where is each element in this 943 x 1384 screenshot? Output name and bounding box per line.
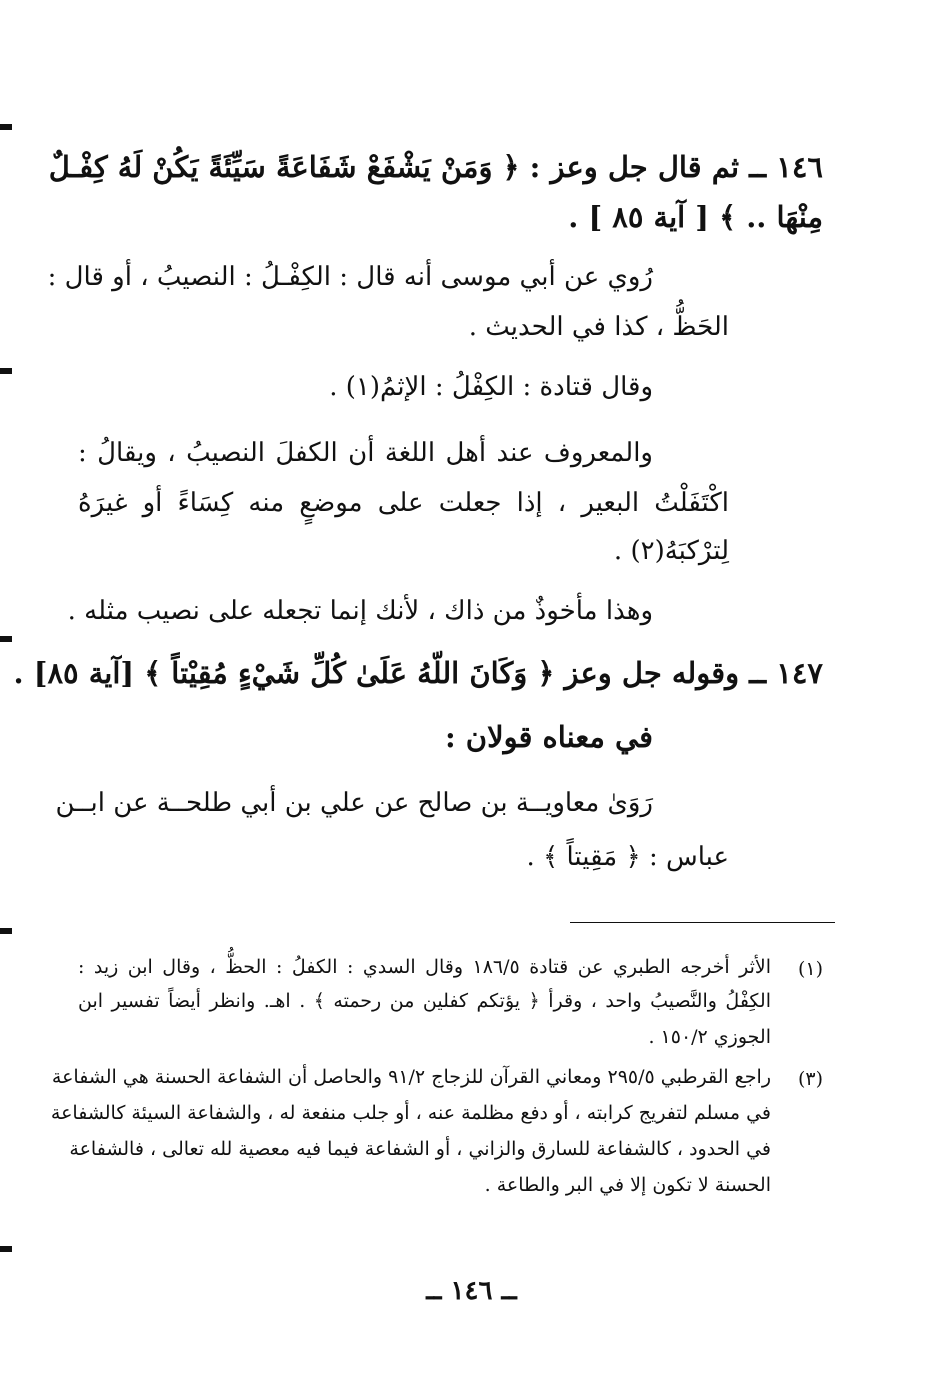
- para-3-line-1: والمعروف عند أهل اللغة أن الكفلَ النصيبُ ، ويقالُ :: [78, 438, 653, 468]
- para-3-line-3: لِترْكبَهُ(٢) .: [613, 536, 729, 566]
- margin-mark: [0, 1246, 12, 1252]
- page-number: ــ ١٤٦ ــ: [426, 1276, 517, 1306]
- para-1-line-2: الحَظُّ ، كذا في الحديث .: [468, 312, 729, 342]
- margin-mark: [0, 124, 12, 130]
- footnote-3-line-2: في مسلم لتفريج كرابته ، أو دفع مظلمة عنه ، أو جلب منفعة له ، والشفاعة السيئة كالشفاعة: [50, 1102, 771, 1124]
- footnote-1-line-3: الجوزي ١٥٠/٢ .: [648, 1026, 771, 1048]
- para-2-line-1: وقال قتادة : الكِفْلُ : الإثمُ(١) .: [329, 372, 653, 402]
- footnote-3-number: (٣): [797, 1068, 823, 1090]
- footnote-3-line-4: الحسنة لا تكون إلا في البر والطاعة .: [484, 1174, 771, 1196]
- section-heading: في معناه قولان :: [444, 720, 653, 754]
- para-3-line-2: اكْتَفَلْتُ البعير ، إذا جعلت على موضعٍ منه كِسَاءً أو غيرَهُ: [78, 488, 729, 518]
- margin-mark: [0, 368, 12, 374]
- para-5-line-2: عباس : ﴿ مَقِيتاً ﴾ .: [526, 842, 729, 872]
- footnote-3-line-3: في الحدود ، كالشفاعة للسارق والزاني ، أو الشفاعة فيما فيه معصية لله تعالى ، فالشفاعة: [69, 1138, 771, 1160]
- entry-146-line-1: ١٤٦ ــ ثم قال جل وعز : ﴿ وَمَنْ يَشْفَعْ شَفَاعَةً سَيِّئَةً يَكُنْ لَهُ كِفْـلٌ: [48, 150, 823, 184]
- footnote-1-number: (١): [797, 958, 823, 980]
- margin-mark: [0, 636, 12, 642]
- footnote-separator: [570, 922, 835, 923]
- entry-146-line-2: مِنْهَا .. ﴾ [ آية ٨٥ ] .: [568, 200, 823, 234]
- footnote-1-line-2: الكِفْلُ والنَّصيبُ واحد ، وقرأ ﴿ يؤتكم كفلين من رحمته ﴾ . اهـ. وانظر أيضاً تفسير ابن: [78, 990, 771, 1012]
- para-1-line-1: رُوي عن أبي موسى أنه قال : الكِفْـلُ : النصيبُ ، أو قال :: [47, 262, 653, 292]
- entry-147-line-1: ١٤٧ ــ وقوله جل وعز ﴿ وَكَانَ اللّهُ عَلَىٰ كُلِّ شَيْءٍ مُقِيْتاً ﴾ [آية ٨٥] .: [13, 656, 823, 690]
- footnote-3-line-1: راجع القرطبي ٢٩٥/٥ ومعاني القرآن للزجاج ٩١/٢ والحاصل أن الشفاعة الحسنة هي الشفاعة: [51, 1066, 771, 1088]
- margin-mark: [0, 928, 12, 934]
- para-5-line-1: رَوَىٰ معاويــة بن صالح عن علي بن أبي طلحــة عن ابــن: [55, 788, 653, 818]
- para-4-line-1: وهذا مأخوذٌ من ذاك ، لأنك إنما تجعله على نصيب مثله .: [67, 596, 653, 626]
- footnote-1-line-1: الأثر أخرجه الطبري عن قتادة ١٨٦/٥ وقال السدي : الكفلُ : الحظُّ ، وقال ابن زيد :: [78, 956, 772, 978]
